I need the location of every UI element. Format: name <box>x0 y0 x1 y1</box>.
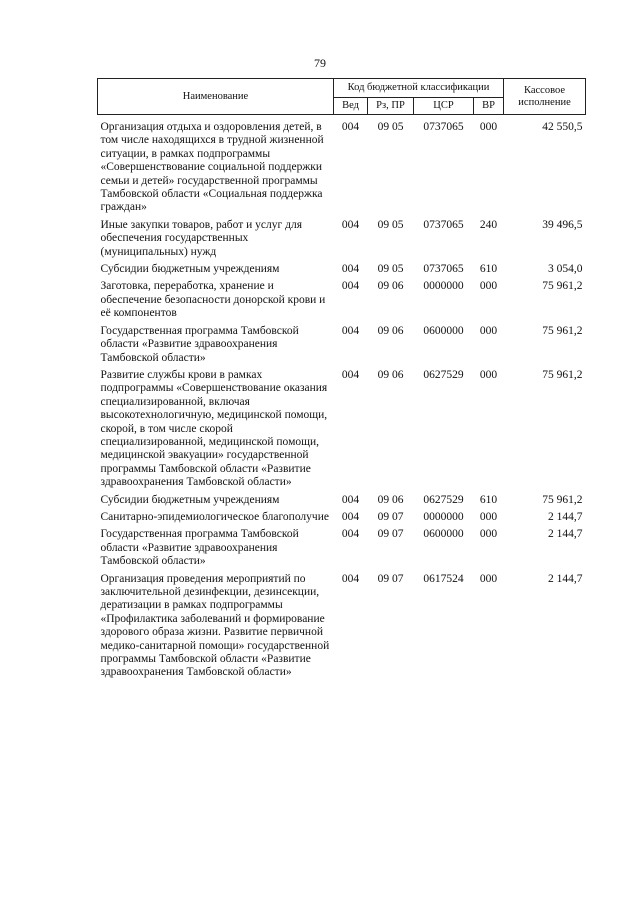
header-code-group: Код бюджетной классификации <box>334 79 504 98</box>
cell-rz-pr: 09 07 <box>377 510 404 523</box>
cell-amount: 42 550,5 <box>542 121 583 133</box>
cell-rz-pr: 09 06 <box>377 493 404 506</box>
cell-vr: 610 <box>479 263 498 276</box>
cell-amount: 2 144,7 <box>548 572 583 585</box>
table-row <box>98 115 586 219</box>
cell-vr: 000 <box>479 324 498 337</box>
cell-csr: 0600000 <box>423 528 464 541</box>
header-rz-pr: Рз, ПР <box>368 98 414 115</box>
cell-csr: 0000000 <box>423 510 464 523</box>
cell-csr: 0737065 <box>423 121 464 133</box>
cell-csr: 0627529 <box>423 493 464 506</box>
cell-rz-pr: 09 05 <box>377 263 404 276</box>
cell-ved: 004 <box>341 493 360 506</box>
cell-csr: 0000000 <box>423 280 464 293</box>
cell-vr: 000 <box>479 280 498 293</box>
cell-name: Государственная программа Тамбовской области «Развитие здравоохранения Тамбовской области» <box>100 528 299 568</box>
cell-rz-pr: 09 07 <box>377 572 404 585</box>
budget-table <box>97 78 586 684</box>
cell-ved: 004 <box>341 324 360 337</box>
cell-csr: 0617524 <box>423 572 464 585</box>
cell-name: Заготовка, переработка, хранение и обеспечение безопасности донорской крови и её компонентов <box>100 280 326 320</box>
cell-csr: 0627529 <box>423 368 464 381</box>
table-row <box>98 219 586 263</box>
table-row <box>98 511 586 528</box>
table-row <box>98 263 586 280</box>
cell-csr: 0737065 <box>423 263 464 276</box>
cell-ved: 004 <box>341 121 360 133</box>
cell-rz-pr: 09 05 <box>377 218 404 231</box>
cell-rz-pr: 09 07 <box>377 528 404 541</box>
cell-name: Развитие службы крови в рамках подпрограммы «Совершенствование оказания специализированной, включая высокотехнологичную, медицинской помощи, скорой, в том числе скорой специализированной, медицинской помощи, медицинской эвакуации» государственной программы Тамбовской области «Развитие здравоохранения Тамбовской области» <box>100 368 328 489</box>
cell-amount: 2 144,7 <box>548 510 583 523</box>
cell-csr: 0600000 <box>423 324 464 337</box>
header-amount: Кассовое исполнение <box>504 79 586 115</box>
cell-rz-pr: 09 06 <box>377 368 404 381</box>
header-vr: ВР <box>474 98 504 115</box>
cell-vr: 610 <box>479 493 498 506</box>
cell-amount: 75 961,2 <box>542 280 583 293</box>
cell-name: Санитарно-эпидемиологическое благополучие <box>100 510 329 523</box>
cell-ved: 004 <box>341 263 360 276</box>
cell-name: Субсидии бюджетным учреждениям <box>100 493 280 506</box>
cell-vr: 240 <box>479 218 498 231</box>
header-csr: ЦСР <box>414 98 474 115</box>
table-body <box>98 115 586 684</box>
cell-vr: 000 <box>479 510 498 523</box>
cell-ved: 004 <box>341 368 360 381</box>
cell-vr: 000 <box>479 528 498 541</box>
header-ved: Вед <box>334 98 368 115</box>
cell-amount: 75 961,2 <box>542 493 583 506</box>
cell-name: Государственная программа Тамбовской области «Развитие здравоохранения Тамбовской области» <box>100 324 299 364</box>
cell-name: Иные закупки товаров, работ и услуг для обеспечения государственных (муниципальных) нужд <box>100 218 302 258</box>
cell-name: Субсидии бюджетным учреждениям <box>100 263 280 276</box>
cell-rz-pr: 09 06 <box>377 280 404 293</box>
cell-amount: 39 496,5 <box>542 218 583 231</box>
cell-ved: 004 <box>341 218 360 231</box>
cell-ved: 004 <box>341 280 360 293</box>
cell-vr: 000 <box>479 368 498 381</box>
table-row <box>98 573 586 684</box>
header-name: Наименование <box>98 79 334 115</box>
table-row <box>98 280 586 324</box>
cell-amount: 75 961,2 <box>542 368 583 381</box>
cell-rz-pr: 09 05 <box>377 121 404 133</box>
page-number: 79 <box>314 56 326 70</box>
cell-amount: 75 961,2 <box>542 324 583 337</box>
table-row <box>98 369 586 494</box>
budget-table-container <box>97 78 585 684</box>
cell-ved: 004 <box>341 510 360 523</box>
table-row <box>98 325 586 369</box>
cell-csr: 0737065 <box>423 218 464 231</box>
cell-amount: 3 054,0 <box>548 263 583 276</box>
table-row <box>98 528 586 572</box>
table-row <box>98 494 586 511</box>
table-header <box>98 79 586 115</box>
cell-rz-pr: 09 06 <box>377 324 404 337</box>
cell-vr: 000 <box>479 121 498 133</box>
cell-name: Организация отдыха и оздоровления детей, в том числе находящихся в трудной жизненной ситуации, в рамках подпрограммы «Совершенствование социальной поддержки семьи и детей» государственной программы Тамбовской области «Социальная поддержка граждан» <box>100 121 324 214</box>
cell-amount: 2 144,7 <box>548 528 583 541</box>
cell-name: Организация проведения мероприятий по заключительной дезинфекции, дезинсекции, дератизации в рамках подпрограммы «Профилактика заболеваний и формирование здорового образа жизни. Развитие первичной медико-санитарной помощи» государственной программы Тамбовской области «Развитие здравоохранения Тамбовской области» <box>100 572 330 679</box>
cell-vr: 000 <box>479 572 498 585</box>
cell-ved: 004 <box>341 572 360 585</box>
cell-ved: 004 <box>341 528 360 541</box>
